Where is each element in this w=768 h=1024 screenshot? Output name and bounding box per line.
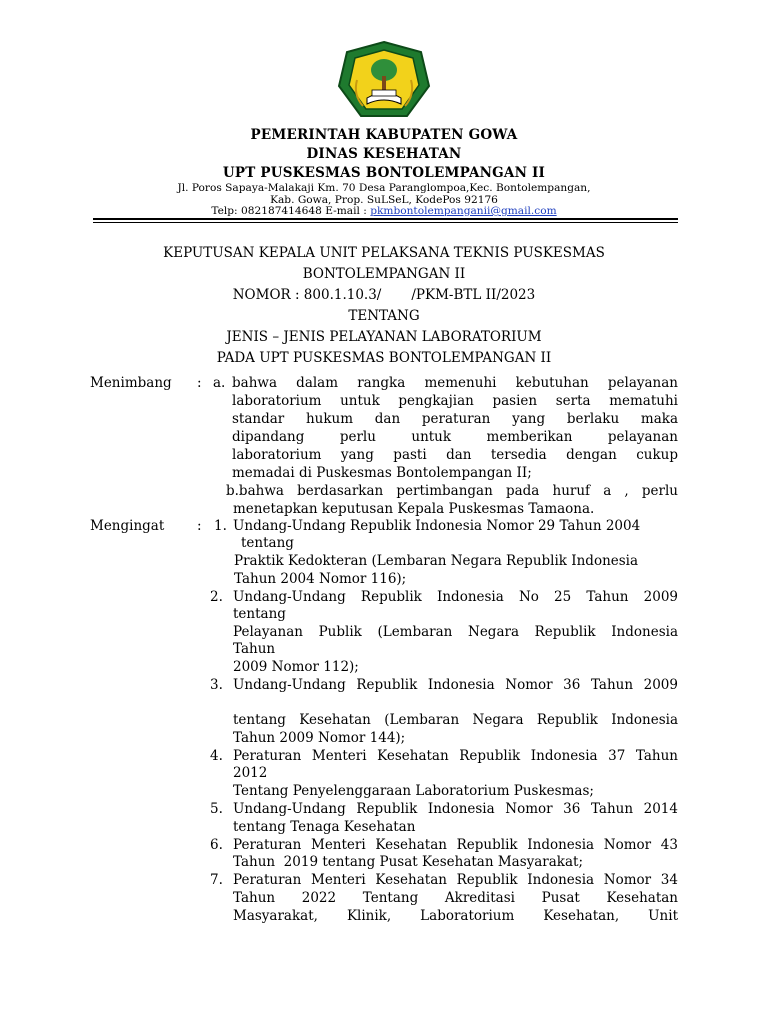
letterhead-address-line1: Jl. Poros Sapaya-Malakaji Km. 70 Desa Paranglompoa,Kec. Bontolempangan, [177, 182, 591, 194]
menimbang-a-line: dipandang perlu untuk memberikan pelayanan [232, 429, 678, 445]
mengingat-item-line: Tahun 2019 tentang Pusat Kesehatan Masyarakat; [233, 854, 584, 870]
letterhead-address-line2: Kab. Gowa, Prop. SuLSeL, KodePos 92176 [270, 194, 498, 206]
menimbang-a-marker: a. [213, 375, 226, 391]
mengingat-item-number: 2. [210, 589, 223, 605]
menimbang-a-line: laboratorium yang pasti dan tersedia dengan cukup [232, 447, 678, 463]
mengingat-item-line: Tentang Penyelenggaraan Laboratorium Puskesmas; [233, 783, 594, 799]
title-subject-1: JENIS – JENIS PELAYANAN LABORATORIUM [226, 329, 542, 345]
mengingat-item-line: Undang-Undang Republik Indonesia Nomor 36 Tahun 2009 [233, 677, 678, 693]
mengingat-item-line: Peraturan Menteri Kesehatan Republik Indonesia Nomor 43 [233, 837, 678, 853]
letterhead-divider-thin [93, 222, 678, 223]
mengingat-item-line: Tahun 2004 Nomor 116); [234, 571, 407, 587]
menimbang-a-line: memadai di Puskesmas Bontolempangan II; [232, 465, 532, 481]
mengingat-item-line: 2009 Nomor 112); [233, 659, 359, 675]
mengingat-item-line: 2012 [233, 765, 268, 781]
mengingat-label: Mengingat [90, 518, 165, 534]
mengingat-item-line: tentang [241, 535, 294, 551]
mengingat-item-line: tentang [233, 606, 286, 622]
mengingat-item-number: 4. [210, 748, 223, 764]
title-tentang: TENTANG [348, 308, 420, 324]
menimbang-colon: : [197, 375, 202, 391]
mengingat-item-line: tentang Tenaga Kesehatan [233, 819, 416, 835]
mengingat-item-number: 5. [210, 801, 223, 817]
mengingat-item-line: Tahun 2022 Tentang Akreditasi Pusat Kesehatan [233, 890, 678, 906]
title-line-1: KEPUTUSAN KEPALA UNIT PELAKSANA TEKNIS PUSKESMAS [163, 245, 605, 261]
menimbang-a-line: standar hukum dan peraturan yang berlaku maka [232, 411, 678, 427]
letterhead-unit: UPT PUSKESMAS BONTOLEMPANGAN II [222, 165, 546, 181]
decree-title [90, 243, 678, 369]
mengingat-item-line: Undang-Undang Republik Indonesia No 25 Tahun 2009 [233, 589, 678, 605]
title-line-2: BONTOLEMPANGAN II [302, 266, 466, 282]
mengingat-item-line: Peraturan Menteri Kesehatan Republik Indonesia 37 Tahun [233, 748, 678, 764]
letterhead-department: DINAS KESEHATAN [306, 146, 462, 162]
menimbang-a-line: bahwa dalam rangka memenuhi kebutuhan pelayanan [232, 375, 678, 391]
mengingat-item-number: 3. [210, 677, 223, 693]
title-number: NOMOR : 800.1.10.3/ /PKM-BTL II/2023 [232, 287, 536, 303]
menimbang-a-line: laboratorium untuk pengkajian pasien serta mematuhi [232, 393, 678, 409]
menimbang-b-line: b.bahwa berdasarkan pertimbangan pada huruf a , perlu [226, 483, 678, 499]
menimbang-b-line: menetapkan keputusan Kepala Puskesmas Tamaona. [233, 501, 595, 517]
mengingat-item-line: Tahun 2009 Nomor 144); [233, 730, 406, 746]
mengingat-item-line: Undang-Undang Republik Indonesia Nomor 36 Tahun 2014 [233, 801, 678, 817]
gowa-emblem-logo [337, 40, 431, 120]
letterhead-government: PEMERINTAH KABUPATEN GOWA [250, 127, 518, 143]
letterhead-divider-thick [93, 218, 678, 220]
mengingat-item-number: 7. [210, 872, 223, 888]
title-subject-2: PADA UPT PUSKESMAS BONTOLEMPANGAN II [216, 350, 552, 366]
mengingat-item-line: Tahun [233, 641, 276, 657]
menimbang-label: Menimbang [90, 375, 172, 391]
letterhead-phone: Telp: 082187414648 E-mail : [211, 205, 371, 217]
mengingat-item-number: 6. [210, 837, 223, 853]
mengingat-item-line: Masyarakat, Klinik, Laboratorium Kesehatan, Unit [233, 908, 678, 924]
mengingat-item-line: Pelayanan Publik (Lembaran Negara Republik Indonesia [233, 624, 678, 640]
mengingat-item-line: tentang Kesehatan (Lembaran Negara Republik Indonesia [233, 712, 678, 728]
mengingat-item-line: Peraturan Menteri Kesehatan Republik Indonesia Nomor 34 [233, 872, 678, 888]
mengingat-item-line: Praktik Kedokteran (Lembaran Negara Republik Indonesia [234, 553, 639, 569]
email-link[interactable]: pkmbontolempanganii@gmail.com [370, 205, 557, 217]
mengingat-colon: : [197, 518, 202, 534]
mengingat-item-number: 1. [214, 518, 227, 534]
letterhead-contact [0, 205, 768, 217]
mengingat-item-line: Undang-Undang Republik Indonesia Nomor 29 Tahun 2004 [233, 518, 641, 534]
